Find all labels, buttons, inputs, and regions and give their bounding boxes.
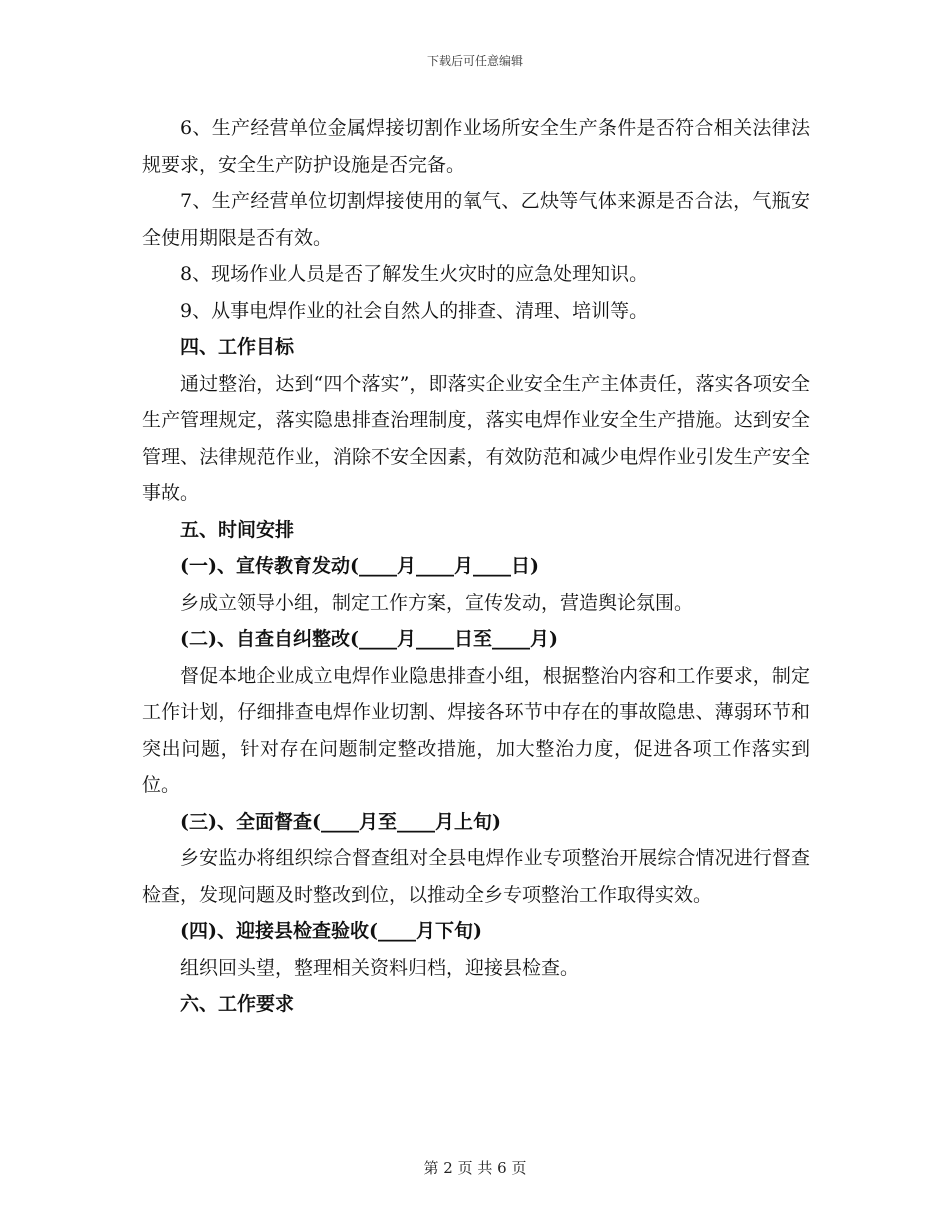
paragraph-item-7: 7、生产经营单位切割焊接使用的氧气、乙炔等气体来源是否合法，气瓶安全使用期限是否有效。 xyxy=(142,190,810,249)
paragraph-stage-1: 乡成立领导小组，制定工作方案，宣传发动，营造舆论氛围。 xyxy=(180,591,694,614)
section-heading-requirements: 六、工作要求 xyxy=(180,993,295,1015)
page-footer: 第 2 页 共 6 页 xyxy=(423,1159,527,1177)
section-heading-goals: 四、工作目标 xyxy=(180,336,295,358)
paragraph-item-6: 6、生产经营单位金属焊接切割作业场所安全生产条件是否符合相关法律法规要求，安全生产防护设施是否完备。 xyxy=(142,117,810,176)
paragraph-stage-3: 乡安监办将组织综合督查组对全县电焊作业专项整治开展综合情况进行督查检查，发现问题及时整改到位，以推动全乡专项整治工作取得实效。 xyxy=(142,847,810,906)
document-body xyxy=(142,110,810,1023)
paragraph-item-8: 8、现场作业人员是否了解发生火灾时的应急处理知识。 xyxy=(180,263,649,285)
section-heading-schedule: 五、时间安排 xyxy=(180,518,295,541)
subheading-stage-1: (一)、宣传教育发动(____月____月____日) xyxy=(180,555,539,577)
paragraph-item-9: 9、从事电焊作业的社会自然人的排查、清理、培训等。 xyxy=(180,299,649,322)
paragraph-stage-2: 督促本地企业成立电焊作业隐患排查小组，根据整治内容和工作要求，制定工作计划，仔细排查电焊作业切割、焊接各环节中存在的事故隐患、薄弱环节和突出问题，针对存在问题制定整改措施，加大整治力度，促进各项工作落实到位。 xyxy=(142,664,810,796)
paragraph-goals: 通过整治，达到“四个落实”，即落实企业安全生产主体责任，落实各项安全生产管理规定，落实隐患排查治理制度，落实电焊作业安全生产措施。达到安全管理、法律规范作业，消除不安全因素，有效防范和减少电焊作业引发生产安全事故。 xyxy=(142,372,810,504)
subheading-stage-3: (三)、全面督查(____月至____月上旬) xyxy=(180,810,501,833)
paragraph-stage-4: 组织回头望，整理相关资料归档，迎接县检查。 xyxy=(180,956,580,979)
subheading-stage-2: (二)、自查自纠整改(____月____日至____月) xyxy=(180,628,558,650)
subheading-stage-4: (四)、迎接县检查验收(____月下旬) xyxy=(180,920,482,942)
page-header: 下载后可任意编辑 xyxy=(426,54,523,68)
